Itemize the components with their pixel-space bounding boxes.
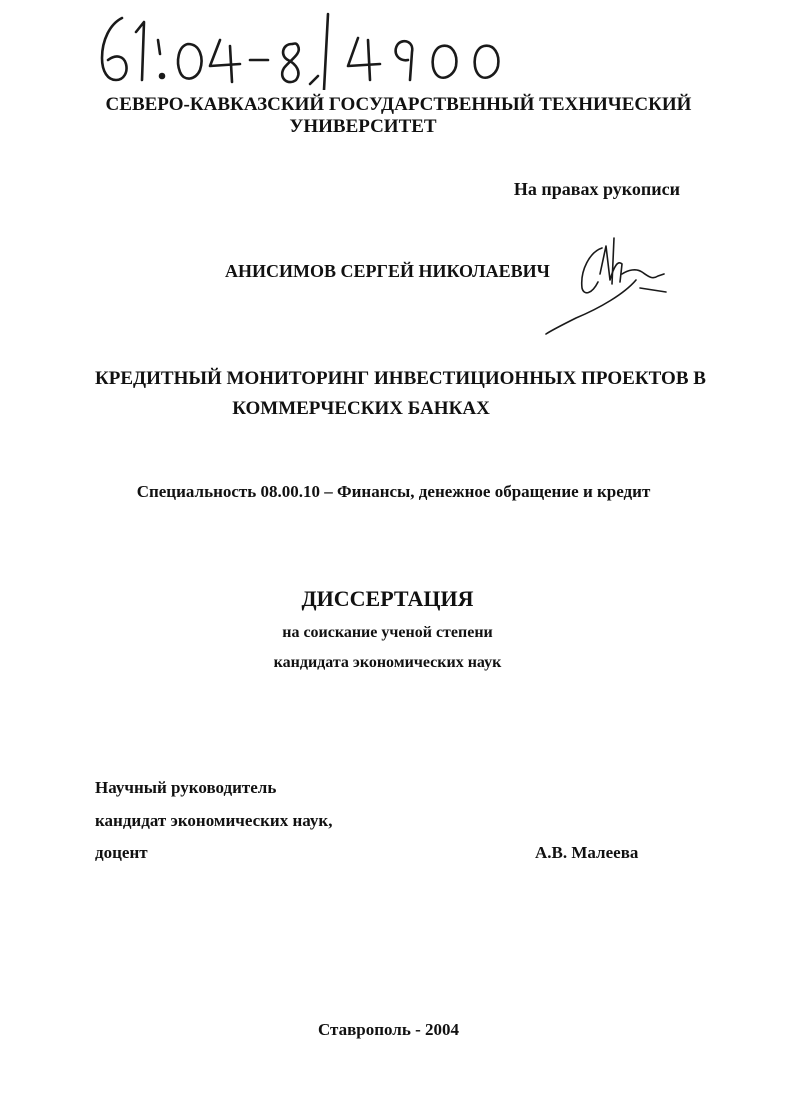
author-signature xyxy=(540,230,690,340)
university-name-line-1: СЕВЕРО-КАВКАЗСКИЙ ГОСУДАРСТВЕННЫЙ ТЕХНИЧЕСКИЙ xyxy=(105,94,692,115)
thesis-title-line-2: КОММЕРЧЕСКИХ БАНКАХ xyxy=(232,398,490,419)
degree-line-1: на соискание ученой степени xyxy=(282,624,493,641)
supervisor-degree: кандидат экономических наук, xyxy=(95,811,333,830)
supervisor-role: Научный руководитель xyxy=(95,778,277,797)
author-name: АНИСИМОВ СЕРГЕЙ НИКОЛАЕВИЧ xyxy=(225,261,550,281)
handwritten-archive-number xyxy=(92,10,512,90)
supervisor-title: доцент xyxy=(95,843,148,862)
thesis-title-line-1: КРЕДИТНЫЙ МОНИТОРИНГ ИНВЕСТИЦИОННЫХ ПРОЕКТОВ В xyxy=(95,368,706,389)
degree-line-2: кандидата экономических наук xyxy=(273,654,502,671)
city-year: Ставрополь - 2004 xyxy=(317,1020,459,1039)
rights-note: На правах рукописи xyxy=(513,179,680,199)
archive-number-handwriting xyxy=(92,10,512,90)
specialty: Специальность 08.00.10 – Финансы, денежное обращение и кредит xyxy=(136,482,651,501)
university-name-line-2: УНИВЕРСИТЕТ xyxy=(289,116,437,137)
supervisor-name: А.В. Малеева xyxy=(535,843,639,862)
document-type: ДИССЕРТАЦИЯ xyxy=(301,586,474,611)
signature-scribble xyxy=(540,230,690,340)
